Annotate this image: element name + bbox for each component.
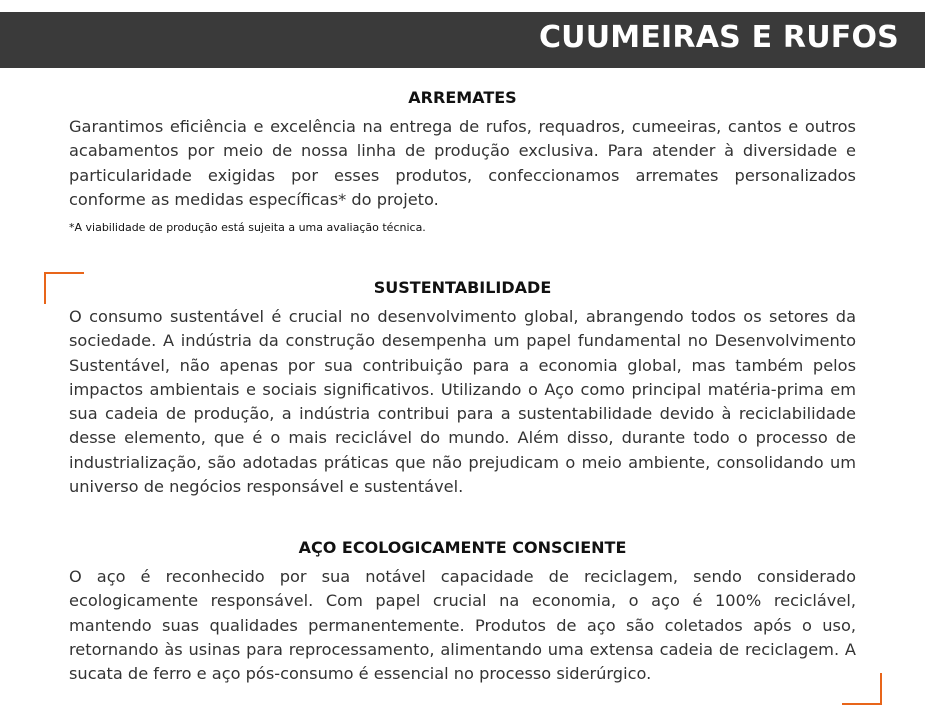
section-body: O consumo sustentável é crucial no desenvolvimento global, abrangendo todos os setores da sociedade. A indústria da construção desempenha um papel fundamental no Desenvolvimento Sustentável, não apenas por sua contribuição para a economia global, mas também pelos impactos ambientais e sociais significativos. Utilizando o Aço como principal matéria-prima em sua cadeia de produção, a indústria contribui para a sustentabilidade devido à reciclabilidade desse elemento, que é o mais reciclável do mundo. Além disso, durante todo o processo de industrialização, são adotadas práticas que não prejudicam o meio ambiente, consolidando um universo de negócios responsável e sustentável.: [69, 307, 856, 497]
section-arremates: [69, 88, 856, 234]
footnote: *A viabilidade de produção está sujeita a uma avaliação técnica.: [69, 221, 426, 235]
section-sustentabilidade: [69, 278, 856, 499]
section-aco-ecologico: [69, 538, 856, 686]
section-heading: AÇO ECOLOGICAMENTE CONSCIENTE: [298, 538, 627, 557]
header-bar: [0, 12, 925, 68]
section-body: O aço é reconhecido por sua notável capacidade de reciclagem, sendo considerado ecologicamente responsável. Com papel crucial na economia, o aço é 100% reciclável, mantendo suas qualidades permanentemente. Produtos de aço são coletados após o uso, retornando às usinas para reprocessamento, alimentando uma extensa cadeia de reciclagem. A sucata de ferro e aço pós-consumo é essencial no processo siderúrgico.: [69, 567, 856, 684]
page-title: CUUMEIRAS E RUFOS: [538, 20, 899, 55]
section-heading: SUSTENTABILIDADE: [373, 278, 552, 297]
section-heading: ARREMATES: [408, 88, 517, 107]
section-body: Garantimos eficiência e excelência na entrega de rufos, requadros, cumeeiras, cantos e outros acabamentos por meio de nossa linha de produção exclusiva. Para atender à diversidade e particularidade exigidas por esses produtos, confeccionamos arremates personalizados conforme as medidas específicas* do projeto.: [69, 117, 856, 209]
